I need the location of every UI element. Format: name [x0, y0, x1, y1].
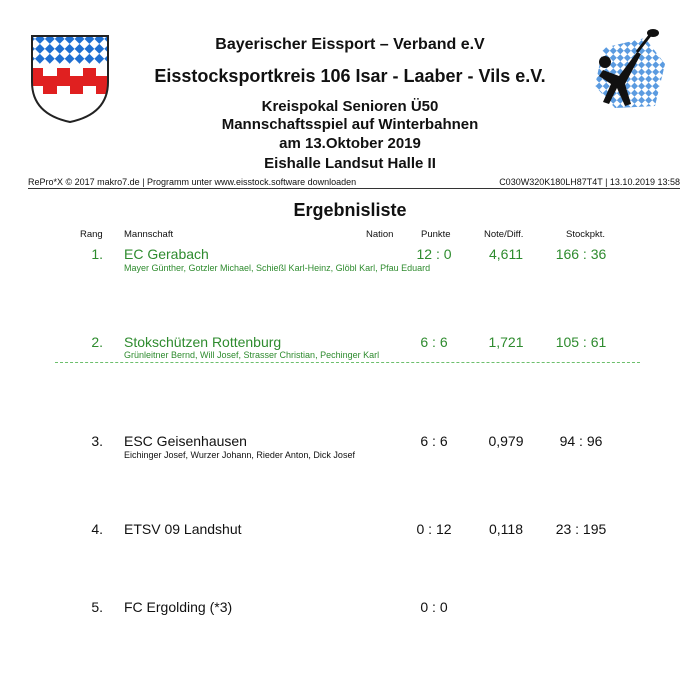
row-stock: 166 : 36 [555, 246, 607, 262]
row-rank: 1. [91, 246, 103, 262]
row-team: FC Ergolding (*3) [124, 599, 233, 615]
row-rank: 4. [91, 521, 103, 537]
row-team: EC Gerabach [124, 246, 209, 262]
col-nation: Nation [366, 229, 394, 240]
col-stock: Stockpkt. [566, 229, 606, 240]
row-team: ESC Geisenhausen [124, 433, 247, 449]
row-points: 6 : 6 [420, 433, 448, 449]
row-note: 1,721 [488, 334, 524, 350]
competition-name: Kreispokal Senioren Ü50 [261, 98, 439, 115]
row-rank: 5. [91, 599, 103, 615]
row-note: 4,611 [489, 246, 523, 262]
competition-type: Mannschaftsspiel auf Winterbahnen [221, 116, 479, 133]
row-note: 0,118 [489, 521, 523, 537]
page-title: Ergebnisliste [293, 200, 407, 220]
col-mannschaft: Mannschaft [124, 229, 174, 240]
competition-venue: Eishalle Landsut Halle II [264, 155, 436, 172]
row-points: 12 : 0 [416, 246, 452, 262]
row-stock: 94 : 96 [559, 433, 603, 449]
header-divider [28, 188, 680, 189]
row-players: Mayer Günther, Gotzler Michael, Schießl Karl-Heinz, Glöbl Karl, Pfau Eduard [124, 263, 431, 273]
col-punkte: Punkte [421, 229, 451, 240]
district-name: Eisstocksportkreis 106 Isar - Laaber - Vils e.V. [154, 66, 546, 86]
row-points: 0 : 0 [420, 599, 448, 615]
row-players: Eichinger Josef, Wurzer Johann, Rieder Anton, Dick Josef [124, 450, 355, 460]
print-code-timestamp: C030W320K180LH87T4T | 13.10.2019 13:58 [499, 177, 680, 187]
col-rang: Rang [80, 229, 103, 240]
software-credit: RePro*X © 2017 makro7.de | Programm unter www.eisstock.software downloaden [28, 177, 357, 187]
row-stock: 23 : 195 [555, 521, 607, 537]
row-stock: 105 : 61 [555, 334, 607, 350]
row-team: ETSV 09 Landshut [124, 521, 242, 537]
row-team: Stokschützen Rottenburg [124, 334, 282, 350]
federation-name: Bayerischer Eissport – Verband e.V [215, 36, 485, 53]
row-note: 0,979 [488, 433, 524, 449]
row-rank: 3. [91, 433, 103, 449]
qualification-divider [55, 362, 640, 363]
competition-date: am 13.Oktober 2019 [279, 135, 421, 152]
row-rank: 2. [91, 334, 103, 350]
row-points: 0 : 12 [416, 521, 452, 537]
row-points: 6 : 6 [420, 334, 448, 350]
col-note: Note/Diff. [484, 229, 524, 240]
row-players: Grünleitner Bernd, Will Josef, Strasser Christian, Pechinger Karl [124, 350, 380, 360]
